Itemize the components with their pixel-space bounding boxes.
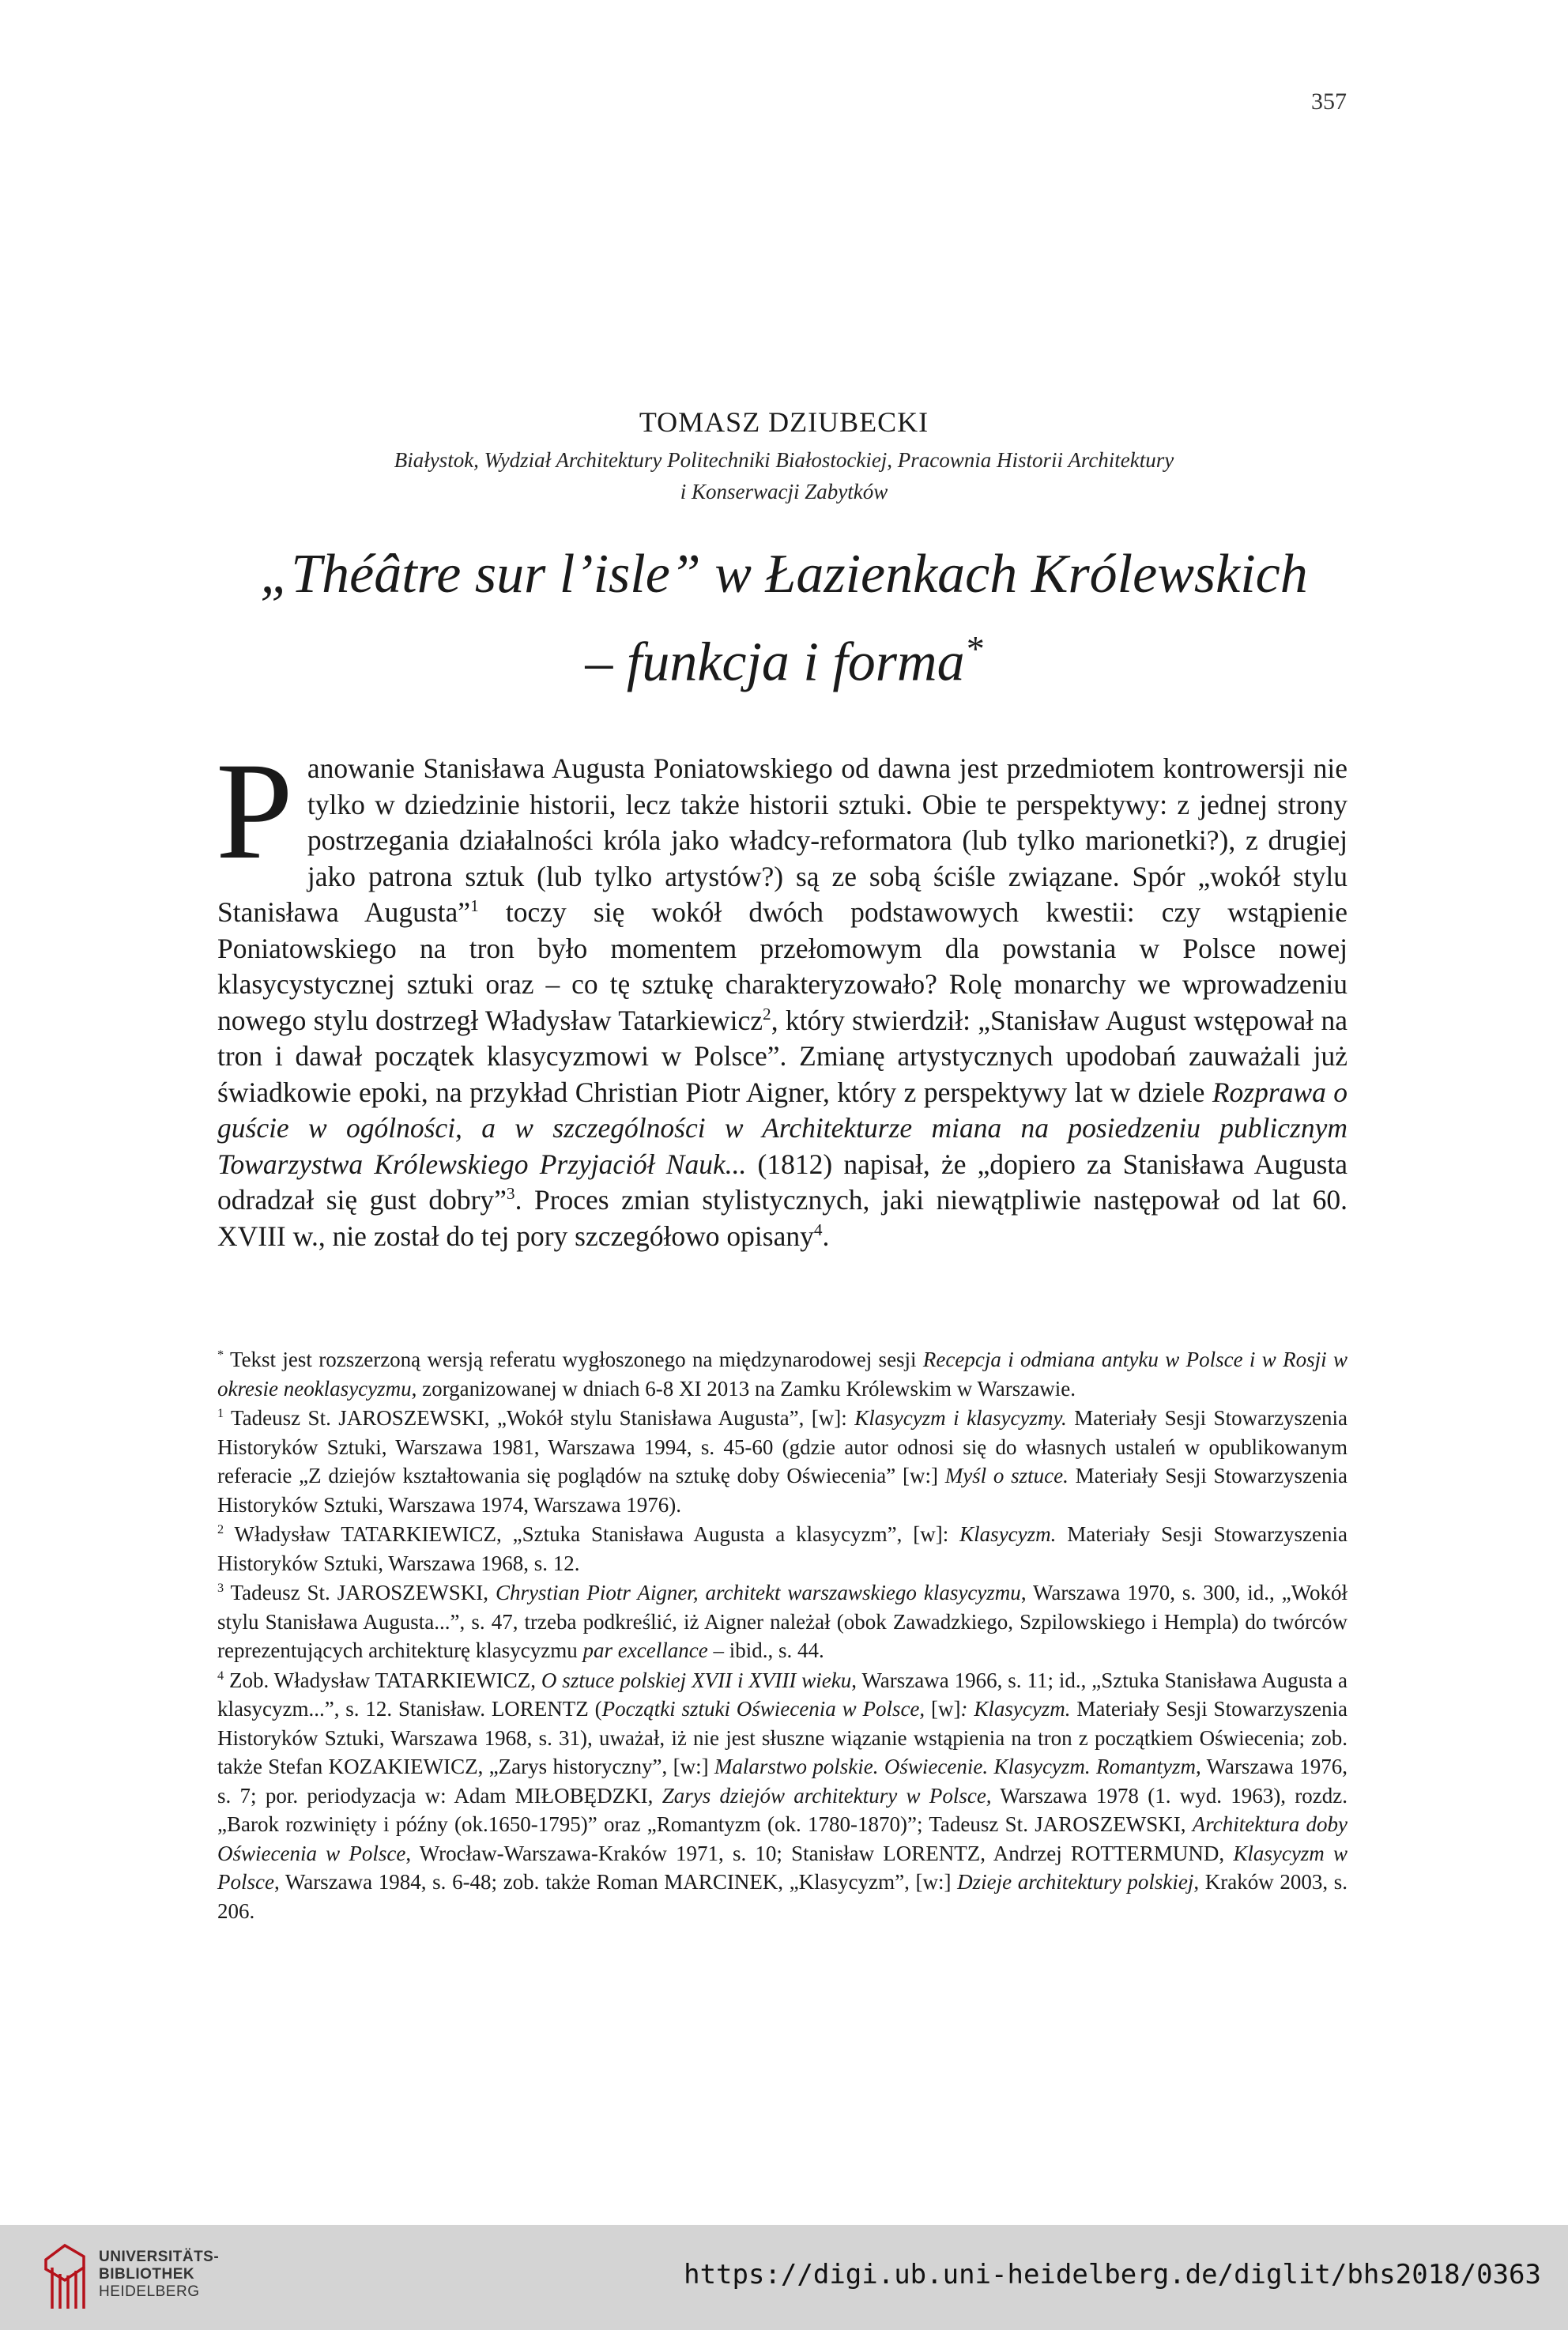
footnote-star [217, 1345, 1348, 1403]
footnote-text: Tekst jest rozszerzoną wersją referatu wygłoszonego na międzynarodowej sesji [224, 1348, 923, 1371]
article-title [0, 537, 1568, 699]
footnote-italic: : Klasycyzm. [960, 1697, 1071, 1721]
footnote-marker: 4 [217, 1668, 224, 1683]
footnote-text: Tadeusz St. JAROSZEWSKI, [224, 1581, 496, 1604]
footnote-italic: Zarys dziejów architektury w Polsce, [662, 1783, 992, 1808]
affiliation-line-1: Białystok, Wydział Architektury Politechniki Białostockiej, Pracownia Historii Architektury [394, 448, 1174, 472]
footnote-text: Materiały Sesji Stowarzyszenia Historyków Sztuki, Warszawa 1974, Warszawa 1976). [217, 1464, 1348, 1517]
footnote-italic: Recepcja i odmiana antyku w Polsce i w Rosji w okresie neoklasycyzmu [217, 1348, 1348, 1401]
footnote-marker: * [217, 1348, 224, 1362]
title-line-2 [0, 612, 1568, 699]
page-number: 357 [1311, 89, 1347, 115]
body-text-segment: anowanie Stanisława Augusta Poniatowskiego od dawna jest przedmiotem kontrowersji nie tylko w dziedzinie historii, lecz także historii sztuki. Obie te perspektywy: z jednej strony postrzegania działalności króla jako władcy-reformatora (lub tylko marionetki?), z drugiej jako patrona sztuk (lub tylko artystów?) są ze sobą ściśle związane. Spór „wokół stylu Stanisława Augusta” [217, 752, 1348, 928]
body-text-segment: , który stwierdził: „Stanisław August wstępował na tron i dawał początek klasycyzmowi w Polsce”. Zmianę artystycznych upodobań zauważali już świadkowie epoki, na przykład Christian Piotr Aigner, który z perspektywy lat w dziele [217, 1004, 1348, 1108]
title-line-1: „Théâtre sur l’isle” w Łazienkach Królewskich [260, 544, 1308, 605]
title-line-2-text: – funkcja i forma [585, 632, 965, 693]
library-name-line-3: HEIDELBERG [99, 2283, 200, 2300]
footnote-2 [217, 1520, 1348, 1578]
footnote-ref-2[interactable]: 2 [763, 1004, 771, 1024]
footnote-ref-4[interactable]: 4 [813, 1220, 823, 1239]
body-text-segment: (1812) napisał, że „dopiero za Stanisława Augusta odradzał się gust dobry” [217, 1148, 1348, 1216]
body-text-segment: toczy się wokół dwóch podstawowych kwestii: czy wstąpienie Poniatowskiego na tron było momentem przełomowym dla powstania w Polsce nowej klasycystycznej sztuki oraz – co tę sztukę charakteryzowało? Rolę monarchy we wprowadzeniu nowego stylu dostrzegł Władysław Tatarkiewicz [217, 896, 1348, 1036]
footnote-1 [217, 1404, 1348, 1519]
footnote-italic: par excellance [582, 1638, 708, 1662]
author-name: TOMASZ DZIUBECKI [639, 406, 929, 438]
footnote-italic: Malarstwo polskie. Oświecenie. Klasycyzm. Romantyzm [714, 1755, 1197, 1778]
affiliation-line-2: i Konserwacji Zabytków [680, 480, 888, 503]
footnote-marker: 3 [217, 1581, 224, 1595]
footnote-italic: Początki sztuki Oświecenia w Polsce, [601, 1697, 925, 1721]
footnote-marker: 2 [217, 1522, 224, 1536]
footnote-text: Tadeusz St. JAROSZEWSKI, „Wokół stylu Stanisława Augusta”, [w]: [224, 1406, 855, 1430]
footnote-text: , Warszawa 1976, s. 7; por. periodyzacja w: Adam MIŁOBĘDZKI, [217, 1755, 1348, 1808]
footnote-text: Władysław TATARKIEWICZ, „Sztuka Stanisława Augusta a klasycyzm”, [w]: [224, 1522, 960, 1546]
footnote-italic: Chrystian Piotr Aigner, architekt warszawskiego klasycyzmu [495, 1581, 1021, 1604]
permalink-url[interactable]: https://digi.ub.uni-heidelberg.de/diglit/bhs2018/0363 [684, 2259, 1541, 2290]
footnote-text: , Kraków 2003, s. 206. [217, 1870, 1348, 1923]
footnote-italic: Architektura doby Oświecenia w Polsce [217, 1812, 1348, 1865]
footnote-text: , zorganizowanej w dniach 6-8 XI 2013 na Zamku Królewskim w Warszawie. [411, 1376, 1076, 1401]
library-name[interactable] [99, 2249, 219, 2301]
footnote-text: Warszawa 1978 (1. wyd. 1963), rozdz. „Barok rozwinięty i późny (ok.1650-1795)” oraz „Romantyzm (ok. 1780-1870)”; Tadeusz St. JAROSZEWSKI, [217, 1783, 1348, 1836]
author-affiliation [0, 444, 1568, 507]
footnote-ref-1[interactable]: 1 [470, 896, 479, 916]
footnote-3 [217, 1578, 1348, 1665]
footnote-italic: Klasycyzm w Polsce [217, 1841, 1348, 1894]
footnote-text: Materiały Sesji Stowarzyszenia Historyków Sztuki, Warszawa 1968, s. 31), uważał, iż nie jest słuszne wiązanie wstąpienia na tron z początkiem Oświecenia; zob. także Stefan KOZAKIEWICZ, „Zarys historyczny”, [w:] [217, 1697, 1348, 1778]
footnote-text: , Wrocław-Warszawa-Kraków 1971, s. 10; Stanisław LORENTZ, Andrzej ROTTERMUND, [405, 1841, 1234, 1865]
footnote-italic: Myśl o sztuce. [944, 1464, 1069, 1487]
main-body-text [216, 734, 1348, 1254]
footnote-text: [w] [925, 1697, 961, 1721]
body-text-segment: . Proces zmian stylistycznych, jaki niewątpliwie następował od lat 60. XVIII w., nie został do tej pory szczegółowo opisany [217, 1184, 1348, 1252]
footnote-italic: Klasycyzm. [959, 1522, 1057, 1546]
footnote-text: , Warszawa 1984, s. 6-48; zob. także Roman MARCINEK, „Klasycyzm”, [w:] [273, 1870, 958, 1894]
library-name-line-1: UNIVERSITÄTS- [99, 2249, 220, 2265]
drop-cap: P [216, 734, 293, 888]
footnote-text: Materiały Sesji Stowarzyszenia Historyków Sztuki, Warszawa 1981, Warszawa 1994, s. 45-60 (gdzie autor odnosi się do własnych ustaleń w opublikowanym referacie „Z dziejów kształtowania się poglądów na sztukę doby Oświecenia” [w:] [217, 1406, 1348, 1487]
footnote-4 [217, 1666, 1348, 1926]
body-text-segment: . [822, 1220, 830, 1252]
footnote-ref-3[interactable]: 3 [506, 1184, 515, 1204]
footnote-text: , Warszawa 1970, s. 300, id., „Wokół stylu Stanisława Augusta...”, s. 47, trzeba podkreślić, iż Aigner należał (obok Zawadzkiego, Szpilowskiego i Hempla) do twórców reprezentujących architekturę klasycyzmu [217, 1581, 1348, 1662]
title-footnote-marker[interactable]: * [964, 628, 983, 669]
footnote-italic: Klasycyzm i klasycyzmy. [854, 1406, 1067, 1430]
footnotes-section [217, 1345, 1348, 1926]
library-logo-icon[interactable] [41, 2241, 90, 2312]
footnote-text: , Warszawa 1966, s. 11; id., „Sztuka Stanisława Augusta a klasycyzm...”, s. 12. Stanisław. LORENTZ ( [217, 1668, 1348, 1721]
footnote-italic: Dzieje architektury polskiej [957, 1870, 1194, 1894]
footnote-marker: 1 [217, 1406, 224, 1420]
footnote-text: Materiały Sesji Stowarzyszenia Historyków Sztuki, Warszawa 1968, s. 12. [217, 1522, 1348, 1575]
footnote-italic: O sztuce polskiej XVII i XVIII wieku [541, 1668, 852, 1692]
body-paragraph [216, 734, 1348, 1254]
footnote-text: Zob. Władysław TATARKIEWICZ, [224, 1668, 541, 1692]
footnote-text: – ibid., s. 44. [707, 1638, 824, 1662]
library-name-line-2: BIBLIOTHEK [99, 2266, 195, 2283]
body-italic-title: Rozprawa o guście w ogólności, a w szczególności w Architekturze miana na posiedzeniu publicznym Towarzystwa Królewskiego Przyjaciół Nauk... [217, 1076, 1348, 1180]
